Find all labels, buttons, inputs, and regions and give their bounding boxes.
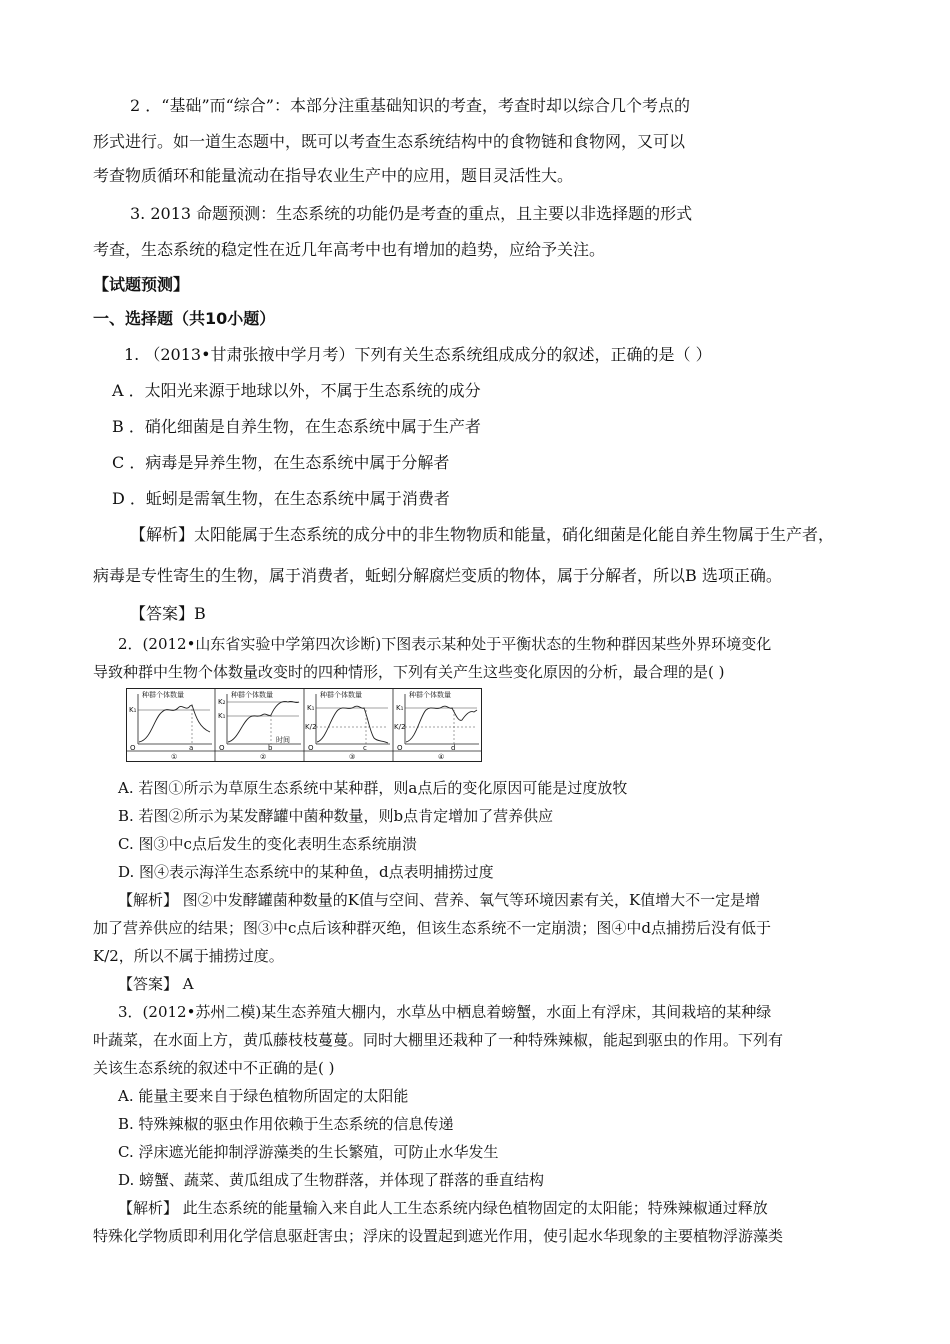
- panel-2-k1-label: K₁: [218, 712, 226, 720]
- q2-stem-line-1: 2．(2012•山东省实验中学第四次诊断)下图表示某种处于平衡状态的生物种群因某些外界环境变化: [118, 635, 772, 653]
- q2-option-c: C. 图③中c点后发生的变化表明生态系统崩溃: [118, 835, 417, 853]
- panel-3: [305, 690, 390, 761]
- q3-stem-line-2: 叶蔬菜，在水面上方，黄瓜藤枝枝蔓蔓。同时大棚里还栽种了一种特殊辣椒，能起到驱虫的作用。下列有: [93, 1031, 784, 1049]
- q3-analysis-line-2: 特殊化学物质即利用化学信息驱赶害虫；浮床的设置起到遮光作用，使引起水华现象的主要植物浮游藻类: [93, 1227, 784, 1245]
- panel-4: [394, 690, 479, 761]
- q2-option-a: A. 若图①所示为草原生态系统中某种群，则a点后的变化原因可能是过度放牧: [118, 779, 628, 797]
- panel-1-origin: O: [130, 744, 136, 752]
- intro-paragraph-2-line-2: 形式进行。如一道生态题中，既可以考查生态系统结构中的食物链和食物网，又可以: [93, 132, 686, 151]
- panel-4-point-d: d: [451, 744, 456, 752]
- q3-option-a: A. 能量主要来自于绿色植物所固定的太阳能: [118, 1087, 409, 1105]
- panel-2-x-label: 时间: [276, 736, 290, 744]
- panel-3-y-title: 种群个体数量: [320, 691, 362, 699]
- panel-3-point-c: c: [363, 744, 367, 752]
- panel-3-caption: ③: [349, 753, 356, 761]
- panel-4-caption: ④: [438, 753, 445, 761]
- q3-option-b: B. 特殊辣椒的驱虫作用依赖于生态系统的信息传递: [118, 1115, 454, 1133]
- intro-paragraph-2-line-3: 考查物质循环和能量流动在指导农业生产中的应用，题目灵活性大。: [93, 166, 574, 185]
- q3-stem-line-1: 3．(2012•苏州二模)某生态养殖大棚内，水草丛中栖息着螃蟹，水面上有浮床，其间栽培的某种绿: [118, 1003, 772, 1021]
- intro-paragraph-2-line-1: 2 ．“基础”而“综合”：本部分注重基础知识的考查，考查时却以综合几个考点的: [130, 96, 690, 115]
- panel-2-k2-label: K₂: [218, 698, 226, 706]
- part-heading: 一、选择题（共10小题）: [93, 309, 276, 328]
- panel-2-caption: ②: [260, 753, 267, 761]
- panel-4-y-title: 种群个体数量: [409, 691, 451, 699]
- panel-2-point-b: b: [268, 744, 273, 752]
- panel-3-khalf-label: K/2: [305, 723, 317, 731]
- panel-4-khalf-label: K/2: [394, 723, 406, 731]
- q2-stem-line-2: 导致种群中生物个体数量改变时的四种情形，下列有关产生这些变化原因的分析，最合理的是( ): [93, 663, 725, 681]
- q1-option-d: D ．蚯蚓是需氧生物，在生态系统中属于消费者: [112, 489, 450, 508]
- q1-analysis-line-1: 【解析】太阳能属于生态系统的成分中的非生物物质和能量，硝化细菌是化能自养生物属于生产者，: [130, 525, 835, 544]
- q3-stem-line-3: 关该生态系统的叙述中不正确的是( ): [93, 1059, 335, 1077]
- q1-option-b: B ．硝化细菌是自养生物，在生态系统中属于生产者: [112, 417, 481, 436]
- panel-1-k1-label: K₁: [129, 706, 137, 714]
- q2-analysis-line-2: 加了营养供应的结果；图③中c点后该种群灭绝，但该生态系统不一定崩溃；图④中d点捕捞后没有低于: [93, 919, 772, 937]
- panel-4-origin: O: [397, 744, 403, 752]
- q3-option-d: D. 螃蟹、蔬菜、黄瓜组成了生物群落，并体现了群落的垂直结构: [118, 1171, 545, 1189]
- panel-2-origin: O: [219, 744, 225, 752]
- panel-1-caption: ①: [171, 753, 178, 761]
- q1-option-c: C ．病毒是异养生物，在生态系统中属于分解者: [112, 453, 450, 472]
- q3-analysis-line-1: 【解析】 此生态系统的能量输入来自此人工生态系统内绿色植物固定的太阳能；特殊辣椒通过释放: [118, 1199, 768, 1217]
- panel-4-k1-label: K₁: [396, 704, 404, 712]
- panel-3-k1-label: K₁: [307, 704, 315, 712]
- panel-2-y-title: 种群个体数量: [231, 691, 273, 699]
- q2-option-b: B. 若图②所示为某发酵罐中菌种数量，则b点肯定增加了营养供应: [118, 807, 554, 825]
- q2-analysis-line-1: 【解析】 图②中发酵罐菌种数量的K值与空间、营养、氧气等环境因素有关，K值增大不一定是增: [118, 891, 761, 909]
- q2-answer: 【答案】 A: [118, 975, 194, 993]
- intro-paragraph-3-line-2: 考查，生态系统的稳定性在近几年高考中也有增加的趋势，应给予关注。: [93, 240, 606, 259]
- section-heading: 【试题预测】: [93, 275, 190, 294]
- q1-stem: 1. （2013•甘肃张掖中学月考）下列有关生态系统组成成分的叙述，正确的是（ ）: [124, 345, 712, 364]
- panel-1-point-a: a: [189, 744, 194, 752]
- panel-1: [129, 690, 212, 761]
- panel-1-y-title: 种群个体数量: [142, 691, 184, 699]
- q1-answer: 【答案】B: [130, 604, 206, 623]
- population-curves-figure: [126, 688, 482, 762]
- q2-option-d: D. 图④表示海洋生态系统中的某种鱼，d点表明捕捞过度: [118, 863, 494, 881]
- q1-option-a: A ．太阳光来源于地球以外，不属于生态系统的成分: [112, 381, 481, 400]
- panel-2: [218, 690, 301, 761]
- panel-3-origin: O: [308, 744, 314, 752]
- q1-analysis-line-2: 病毒是专性寄生的生物，属于消费者，蚯蚓分解腐烂变质的物体，属于分解者，所以B 选项正确。: [93, 566, 782, 585]
- q2-analysis-line-3: K/2，所以不属于捕捞过度。: [93, 947, 284, 965]
- intro-paragraph-3-line-1: 3. 2013 命题预测：生态系统的功能仍是考查的重点，且主要以非选择题的形式: [130, 204, 693, 223]
- q3-option-c: C. 浮床遮光能抑制浮游藻类的生长繁殖，可防止水华发生: [118, 1143, 499, 1161]
